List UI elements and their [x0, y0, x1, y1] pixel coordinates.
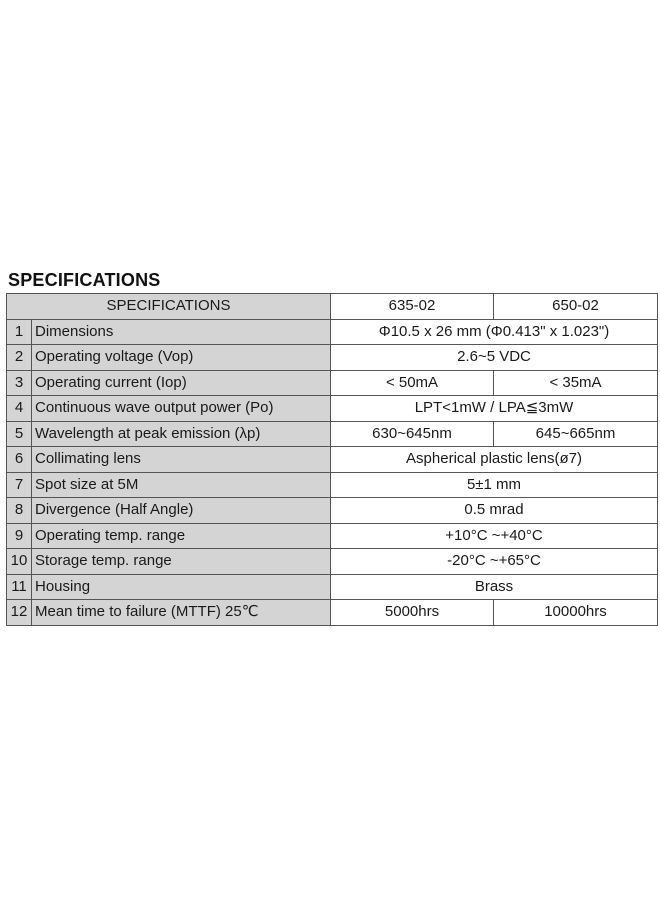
row-number: 12: [7, 600, 32, 626]
row-value: Φ10.5 x 26 mm (Φ0.413" x 1.023"): [331, 319, 658, 345]
table-row: [7, 498, 658, 524]
row-label: Operating voltage (Vop): [32, 345, 331, 371]
row-value: -20°C ~+65°C: [331, 549, 658, 575]
row-value-635-02: 5000hrs: [331, 600, 494, 626]
row-number: 9: [7, 523, 32, 549]
table-row: [7, 574, 658, 600]
row-number: 10: [7, 549, 32, 575]
section-title: SPECIFICATIONS: [8, 270, 161, 290]
row-number: 7: [7, 472, 32, 498]
row-number: 1: [7, 319, 32, 345]
row-label: Housing: [32, 574, 331, 600]
table-row: [7, 549, 658, 575]
row-value: 0.5 mrad: [331, 498, 658, 524]
row-number: 5: [7, 421, 32, 447]
row-value-635-02: 630~645nm: [331, 421, 494, 447]
row-value: 5±1 mm: [331, 472, 658, 498]
table-row: [7, 396, 658, 422]
table-header-row: [7, 294, 658, 320]
table-row: [7, 447, 658, 473]
row-value-650-02: 10000hrs: [494, 600, 658, 626]
row-value: +10°C ~+40°C: [331, 523, 658, 549]
table-row: [7, 319, 658, 345]
table-row: [7, 421, 658, 447]
row-label: Collimating lens: [32, 447, 331, 473]
row-value-635-02: < 50mA: [331, 370, 494, 396]
table-row: [7, 370, 658, 396]
table-row: [7, 523, 658, 549]
row-label: Dimensions: [32, 319, 331, 345]
row-number: 8: [7, 498, 32, 524]
row-number: 11: [7, 574, 32, 600]
header-model-650-02: 650-02: [494, 294, 658, 320]
table-row: [7, 345, 658, 371]
row-value: LPT<1mW / LPA≦3mW: [331, 396, 658, 422]
row-label: Mean time to failure (MTTF) 25℃: [32, 600, 331, 626]
header-model-635-02: 635-02: [331, 294, 494, 320]
specifications-table: [6, 293, 658, 626]
header-specifications: SPECIFICATIONS: [7, 294, 331, 320]
table-row: [7, 472, 658, 498]
row-label: Spot size at 5M: [32, 472, 331, 498]
row-label: Continuous wave output power (Po): [32, 396, 331, 422]
row-label: Operating temp. range: [32, 523, 331, 549]
row-label: Operating current (Iop): [32, 370, 331, 396]
row-value-650-02: < 35mA: [494, 370, 658, 396]
row-number: 6: [7, 447, 32, 473]
row-value: Brass: [331, 574, 658, 600]
row-number: 2: [7, 345, 32, 371]
row-value: 2.6~5 VDC: [331, 345, 658, 371]
row-label: Divergence (Half Angle): [32, 498, 331, 524]
row-number: 3: [7, 370, 32, 396]
row-value-650-02: 645~665nm: [494, 421, 658, 447]
row-number: 4: [7, 396, 32, 422]
row-label: Storage temp. range: [32, 549, 331, 575]
row-value: Aspherical plastic lens(ø7): [331, 447, 658, 473]
row-label: Wavelength at peak emission (λp): [32, 421, 331, 447]
table-row: [7, 600, 658, 626]
